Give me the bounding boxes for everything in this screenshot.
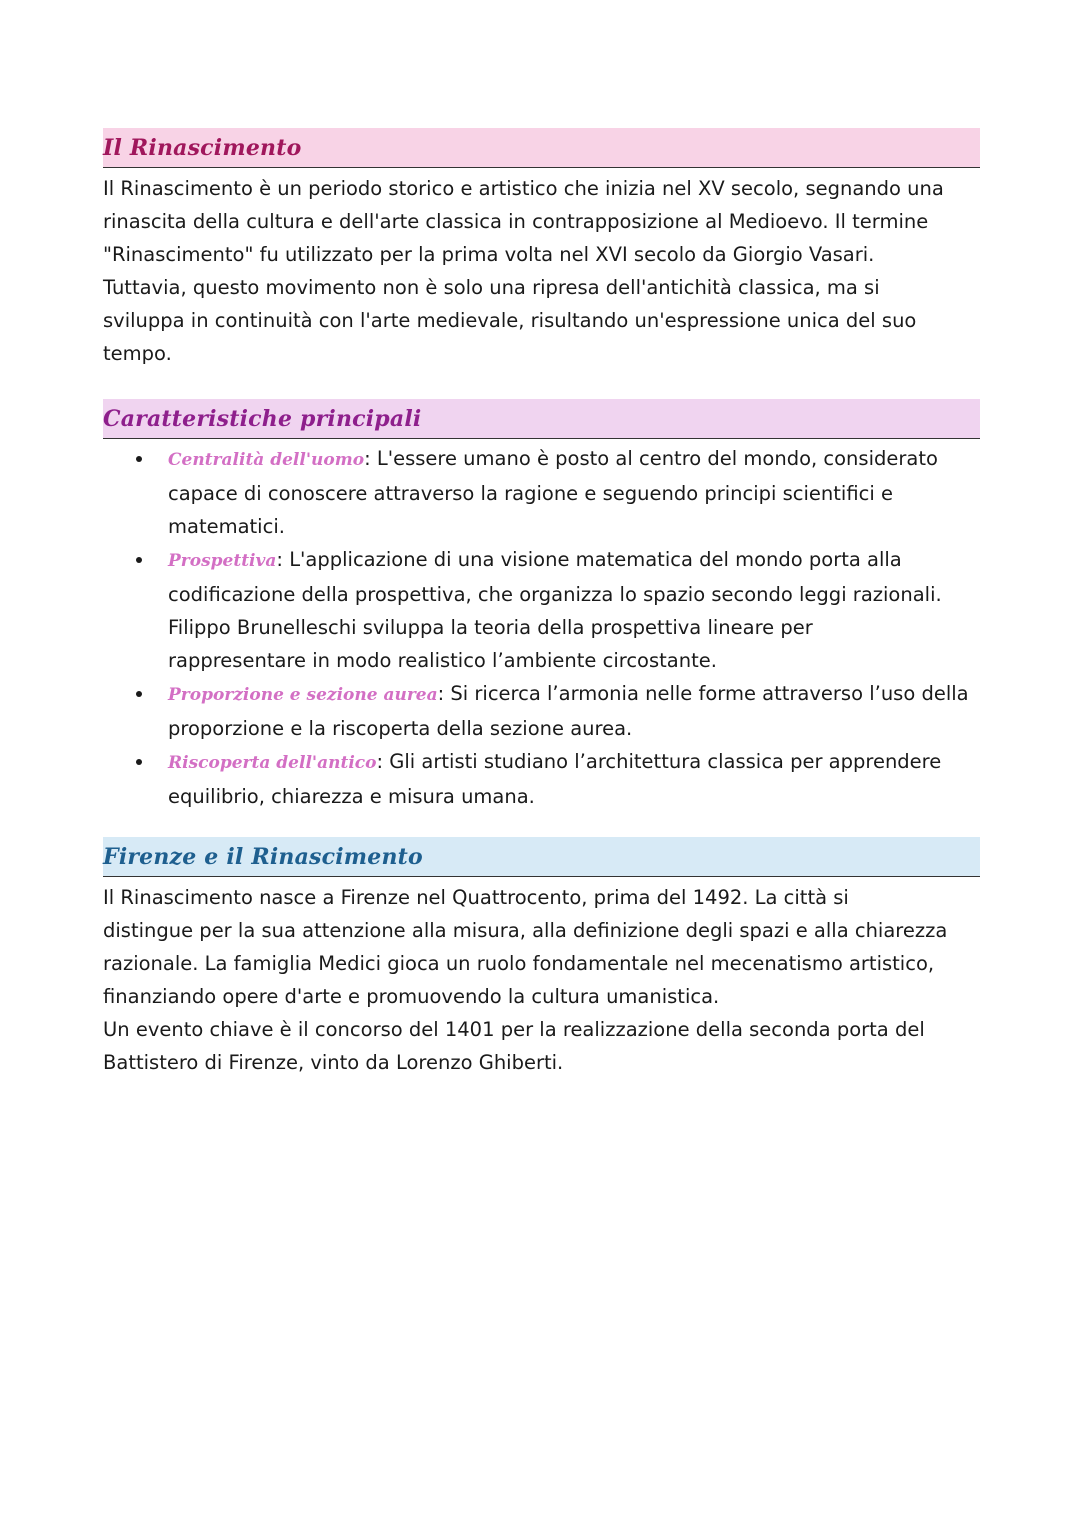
paragraph-line: rinascita della cultura e dell'arte classica in contrapposizione al Medioevo. Il termine <box>103 210 929 233</box>
list-item <box>103 442 980 543</box>
paragraph-line: distingue per la sua attenzione alla misura, alla definizione degli spazi e alla chiarezza <box>103 919 948 942</box>
paragraph-line: finanziando opere d'arte e promuovendo la cultura umanistica. <box>103 985 720 1008</box>
list-item-text: : Si ricerca l’armonia nelle forme attraverso l’uso della <box>437 682 969 705</box>
characteristics-list <box>103 439 980 813</box>
list-item-term: Proporzione e sezione aurea <box>168 685 438 705</box>
list-item-term: Centralità dell'uomo <box>168 450 365 470</box>
list-item-text: rappresentare in modo realistico l’ambiente circostante. <box>168 649 717 672</box>
list-item-term: Riscoperta dell'antico <box>168 753 377 773</box>
bullet-dot-icon <box>136 456 142 462</box>
list-item-text: : Gli artisti studiano l’architettura classica per apprendere <box>376 750 942 773</box>
paragraph-line: "Rinascimento" fu utilizzato per la prima volta nel XVI secolo da Giorgio Vasari. <box>103 243 875 266</box>
list-item-text: capace di conoscere attraverso la ragione e seguendo principi scientifici e <box>168 482 893 505</box>
list-item <box>103 745 980 813</box>
list-item-text: proporzione e la riscoperta della sezione aurea. <box>168 717 633 740</box>
list-item-text: : L'applicazione di una visione matematica del mondo porta alla <box>276 548 902 571</box>
section-title: Caratteristiche principali <box>103 405 422 432</box>
section-il-rinascimento <box>103 128 980 370</box>
bullet-dot-icon <box>136 557 142 563</box>
list-item-text: Filippo Brunelleschi sviluppa la teoria della prospettiva lineare per <box>168 616 813 639</box>
list-item-term: Prospettiva <box>168 551 277 571</box>
section-heading-bar <box>103 128 980 168</box>
section-title: Il Rinascimento <box>103 134 302 161</box>
paragraph-line: Tuttavia, questo movimento non è solo una ripresa dell'antichità classica, ma si <box>103 276 880 299</box>
list-item-text: matematici. <box>168 515 285 538</box>
paragraph-line: Un evento chiave è il concorso del 1401 per la realizzazione della seconda porta del <box>103 1018 925 1041</box>
list-item-text: : L'essere umano è posto al centro del mondo, considerato <box>364 447 938 470</box>
section-heading-bar <box>103 837 980 877</box>
section-caratteristiche-principali <box>103 399 980 813</box>
list-item <box>103 677 980 745</box>
paragraph-line: razionale. La famiglia Medici gioca un ruolo fondamentale nel mecenatismo artistico, <box>103 952 935 975</box>
paragraph-line: sviluppa in continuità con l'arte medievale, risultando un'espressione unica del suo <box>103 309 917 332</box>
section-heading-bar <box>103 399 980 439</box>
section-title: Firenze e il Rinascimento <box>103 843 423 870</box>
paragraph-line: Il Rinascimento nasce a Firenze nel Quattrocento, prima del 1492. La città si <box>103 886 849 909</box>
bullet-dot-icon <box>136 759 142 765</box>
section-paragraph <box>103 877 980 1079</box>
section-firenze-e-il-rinascimento <box>103 837 980 1079</box>
section-paragraph <box>103 168 980 370</box>
paragraph-line: Il Rinascimento è un periodo storico e artistico che inizia nel XV secolo, segnando una <box>103 177 944 200</box>
paragraph-line: tempo. <box>103 342 172 365</box>
list-item <box>103 543 980 677</box>
list-item-text: equilibrio, chiarezza e misura umana. <box>168 785 535 808</box>
bullet-dot-icon <box>136 691 142 697</box>
list-item-text: codificazione della prospettiva, che organizza lo spazio secondo leggi razionali. <box>168 583 942 606</box>
paragraph-line: Battistero di Firenze, vinto da Lorenzo Ghiberti. <box>103 1051 564 1074</box>
